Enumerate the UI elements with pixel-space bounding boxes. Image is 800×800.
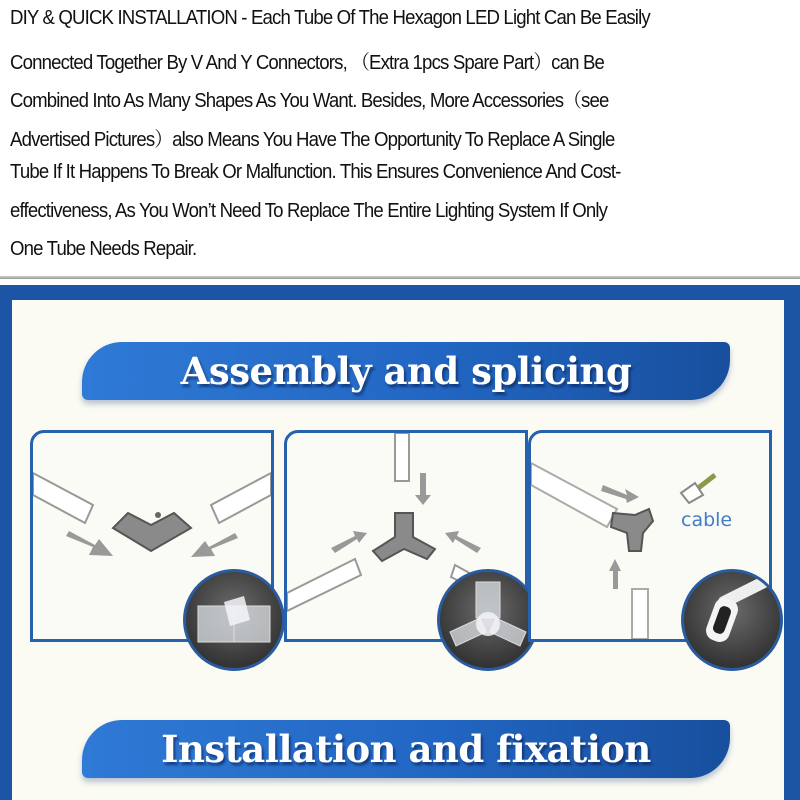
panel-cable-connector [528, 430, 772, 642]
v-connector-closeup [183, 569, 285, 671]
cable-plug-closeup [681, 569, 783, 671]
section-title: Assembly and splicing [180, 349, 632, 393]
v-connector-icon [113, 512, 191, 551]
description-line: Tube If It Happens To Break Or Malfunction. This Ensures Convenience And Cost- [10, 161, 621, 183]
tube-icon [33, 473, 271, 523]
description-line: effectiveness, As You Won’t Need To Replace The Entire Lighting System If Only [10, 200, 608, 222]
product-graphic [12, 300, 784, 800]
clear-connector-icon [186, 572, 282, 668]
product-description [10, 0, 795, 272]
description-line: Combined Into As Many Shapes As You Want. Besides, More Accessories（see [10, 90, 609, 112]
y-connector-closeup [437, 569, 539, 671]
cable-plug-icon [681, 475, 715, 503]
y-connector-icon [611, 509, 653, 551]
product-graphic-frame [0, 285, 800, 800]
panel-v-connector [30, 430, 274, 642]
cable-label: cable [681, 509, 733, 531]
section-title: Installation and fixation [161, 727, 651, 771]
description-line: Connected Together By V And Y Connectors, （Extra 1pcs Spare Part）can Be [10, 52, 605, 74]
section-banner-installation [82, 720, 730, 778]
panel-y-connector [284, 430, 528, 642]
y-connector-icon [373, 513, 435, 561]
clear-connector-icon [440, 572, 536, 668]
description-line: DIY & QUICK INSTALLATION - Each Tube Of The Hexagon LED Light Can Be Easily [10, 7, 650, 29]
cable-plug-icon [684, 572, 780, 668]
divider [0, 276, 800, 279]
description-line: One Tube Needs Repair. [10, 238, 197, 260]
section-banner-assembly [82, 342, 730, 400]
description-line: Advertised Pictures）also Means You Have The Opportunity To Replace A Single [10, 129, 615, 151]
